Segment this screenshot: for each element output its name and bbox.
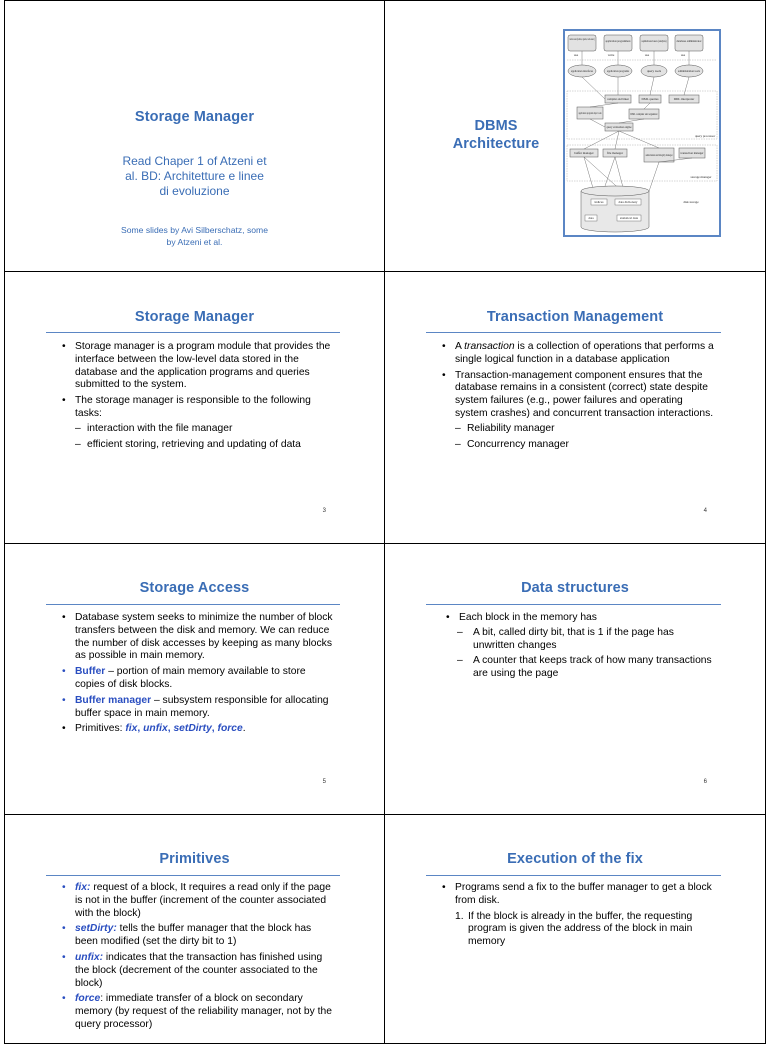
bullet-item xyxy=(441,341,717,367)
slide-execution-of-fix xyxy=(384,814,766,1044)
credits-line: by Atzeni et al. xyxy=(166,236,223,247)
bullet-list xyxy=(61,882,336,1032)
slide-title: Storage Access xyxy=(139,580,250,596)
slide-title: Data structures xyxy=(521,580,629,596)
bullet-text: The storage manager is responsible to the following tasks: xyxy=(75,395,311,419)
sub-item: – Reliability manager xyxy=(455,423,717,436)
primitive-fix: fix xyxy=(125,723,138,735)
diagram-node-label: indices xyxy=(594,200,604,204)
sub-list xyxy=(75,423,336,452)
diagram-node-label: DML compiler and organizer xyxy=(630,112,659,116)
diagram-node-label: database administrator xyxy=(676,39,703,43)
page-number: 5 xyxy=(322,779,326,785)
bullet-list xyxy=(445,612,717,681)
diagram-edge-label: write xyxy=(607,53,615,57)
bullet-text: Programs send a fix to the buffer manager to get a block from disk. xyxy=(455,882,712,906)
bullet-text: Transaction-management component ensures that the database remains in a consistent (correct) state despite system failures (e.g., power failures and operating system crashes) and concurrent transaction interactions. xyxy=(455,369,714,419)
term-buffer: Buffer xyxy=(75,666,106,678)
slide-title: Storage Manager xyxy=(134,309,255,325)
bullet-text: – portion of main memory available to store copies of disk blocks. xyxy=(75,666,306,690)
bullet-text: tells the buffer manager that the block has been modified (set the dirty bit to 1) xyxy=(75,923,312,948)
bullet-item: • Storage manager is a program module that provides the interface between the low-level data stored in the database and the application programs and queries submitted to the system. xyxy=(61,341,336,392)
slide-primitives xyxy=(4,814,385,1044)
credits-line: Some slides by Avi Silberschatz, some xyxy=(121,225,268,235)
bullet-item xyxy=(445,612,717,681)
diagram-node-label: sophisticated users (analysts) xyxy=(641,39,667,43)
slide-storage-access xyxy=(4,543,385,815)
diagram-node-label: transaction manager xyxy=(680,151,705,155)
diagram-node-label: data dictionary xyxy=(618,200,638,204)
slide-data-structures xyxy=(384,543,766,815)
architecture-diagram-svg xyxy=(565,31,719,235)
title-divider xyxy=(46,604,340,605)
term-transaction: transaction xyxy=(464,341,515,352)
bullet-item: • Database system seeks to minimize the number of block transfers between the disk and memory. We can reduce the number of disk accesses by keeping as many blocks as possible in main memory. xyxy=(61,612,336,663)
numbered-item xyxy=(455,911,717,949)
sub-item: – interaction with the file manager xyxy=(75,423,336,436)
reading-note-line: di evoluzione xyxy=(159,184,230,198)
bullet-item xyxy=(61,993,336,1031)
diagram-section-label: query processor xyxy=(694,134,716,138)
bullet-item xyxy=(61,952,336,990)
title-divider xyxy=(46,875,340,876)
sub-item: – A bit, called dirty bit, that is 1 if the page has unwritten changes xyxy=(457,627,717,653)
reading-note-line: Read Chaper 1 of Atzeni et xyxy=(122,154,267,168)
diagram-node-label: buffer manager xyxy=(574,151,594,155)
primitive-setdirty: setDirty xyxy=(173,723,212,735)
sub-item: – A counter that keeps track of how many transactions are using the page xyxy=(457,655,717,681)
bullet-text: indicates that the transaction has finished using the block (decrement of the counter associated to the block) xyxy=(75,951,323,989)
bullet-item xyxy=(61,666,336,692)
bullet-text: Primitives: xyxy=(75,723,126,735)
bullet-list xyxy=(441,882,717,949)
bullet-list xyxy=(61,341,336,451)
bullet-list xyxy=(441,341,717,451)
diagram-node-label: query evaluation engine xyxy=(606,125,632,129)
slide-body xyxy=(61,341,336,454)
slide-title xyxy=(425,117,567,153)
bullet-list xyxy=(61,612,336,736)
bullet-item: • Primitives: fix, unfix, setDirty, force. xyxy=(61,723,336,736)
primitive-force: force xyxy=(75,993,101,1005)
slide-body xyxy=(61,612,336,739)
diagram-node-label: authorization and integrity manager xyxy=(645,153,674,157)
bullet-item xyxy=(61,695,336,721)
primitive-force: force xyxy=(217,723,243,735)
title-divider xyxy=(426,604,721,605)
reading-note-line: al. BD: Architetture e linee xyxy=(125,169,264,183)
bullet-text: – subsystem responsible for allocating buffer space in main memory. xyxy=(75,694,329,719)
page-number: 4 xyxy=(703,508,707,514)
diagram-node-label: file manager xyxy=(606,151,624,155)
slide-title: Transaction Management xyxy=(486,309,664,325)
slide-title: Storage Manager xyxy=(134,109,255,125)
diagram-node-label: application program object code xyxy=(578,111,602,115)
diagram-node-label: application interfaces xyxy=(571,69,594,73)
title-divider xyxy=(426,332,721,333)
slide-dbms-architecture xyxy=(384,0,766,272)
bullet-item xyxy=(61,395,336,451)
bullet-item xyxy=(61,923,336,949)
diagram-node-label: administration tools xyxy=(678,69,701,73)
term-buffer-manager: Buffer manager xyxy=(75,694,152,706)
diagram-section-label: disk storage xyxy=(683,200,699,204)
slide-title-line: Architecture xyxy=(452,136,540,152)
bullet-text: A xyxy=(455,341,465,352)
diagram-edge-label: use xyxy=(573,53,579,57)
page-number: 6 xyxy=(703,779,707,785)
diagram-node-label: DDL interpreter xyxy=(673,97,695,101)
reading-note xyxy=(5,154,384,199)
sub-list xyxy=(455,423,717,452)
architecture-diagram xyxy=(563,29,721,237)
bullet-item xyxy=(61,882,336,920)
diagram-node-label: naive users (tellers, agents, web-users) xyxy=(569,37,619,41)
slide-title-line: DBMS xyxy=(474,118,518,134)
diagram-node-label: data xyxy=(588,216,594,220)
sub-item: – Concurrency manager xyxy=(455,439,717,452)
bullet-text: : immediate transfer of a block on secondary memory (by request of the reliability manager, not by the query processor) xyxy=(75,993,332,1030)
sub-list xyxy=(457,627,717,681)
bullet-item xyxy=(441,370,717,452)
title-divider xyxy=(46,332,340,333)
slide-title: Primitives xyxy=(159,851,230,867)
slide-body xyxy=(441,882,717,952)
primitive-setdirty: setDirty: xyxy=(75,923,117,935)
slide-body xyxy=(445,612,717,684)
title-divider xyxy=(426,875,721,876)
diagram-node-label: query tools xyxy=(646,69,662,73)
diagram-node-label: statistical data xyxy=(619,216,639,220)
credits-note xyxy=(5,225,384,248)
diagram-node-label: compiler and linker xyxy=(607,97,630,101)
diagram-node-label: application programs xyxy=(607,69,630,73)
numbered-item-text: If the block is already in the buffer, the requesting program is given the address of the block in main memory xyxy=(468,910,693,948)
diagram-edge-label: use xyxy=(680,53,686,57)
bullet-text: request of a block, It requires a read only if the page is not in the buffer (increment of the counter associated with the block) xyxy=(75,882,331,919)
slide-transaction-management xyxy=(384,271,766,544)
primitive-unfix: unfix: xyxy=(75,951,104,963)
slide-body xyxy=(61,882,336,1035)
bullet-text: is a collection of operations that performs a single logical function in a database application xyxy=(455,341,714,365)
sub-item: – efficient storing, retrieving and updating of data xyxy=(75,439,336,452)
slide-handout-page xyxy=(4,0,766,1030)
primitive-fix: fix: xyxy=(75,882,91,893)
slide-storage-manager-title xyxy=(4,0,385,272)
bullet-item xyxy=(441,882,717,949)
diagram-edge-label: use xyxy=(644,53,650,57)
primitive-unfix: unfix xyxy=(143,723,168,735)
page-number: 3 xyxy=(322,508,326,514)
diagram-node-label: application programmers xyxy=(605,39,632,43)
slide-body xyxy=(441,341,717,454)
numbered-item-number: 1. xyxy=(455,910,464,922)
diagram-node-label: DML queries xyxy=(641,97,659,101)
bullet-text: Each block in the memory has xyxy=(459,612,597,623)
slide-storage-manager xyxy=(4,271,385,544)
diagram-section-label: storage manager xyxy=(690,175,712,179)
slide-title: Execution of the fix xyxy=(507,851,643,867)
